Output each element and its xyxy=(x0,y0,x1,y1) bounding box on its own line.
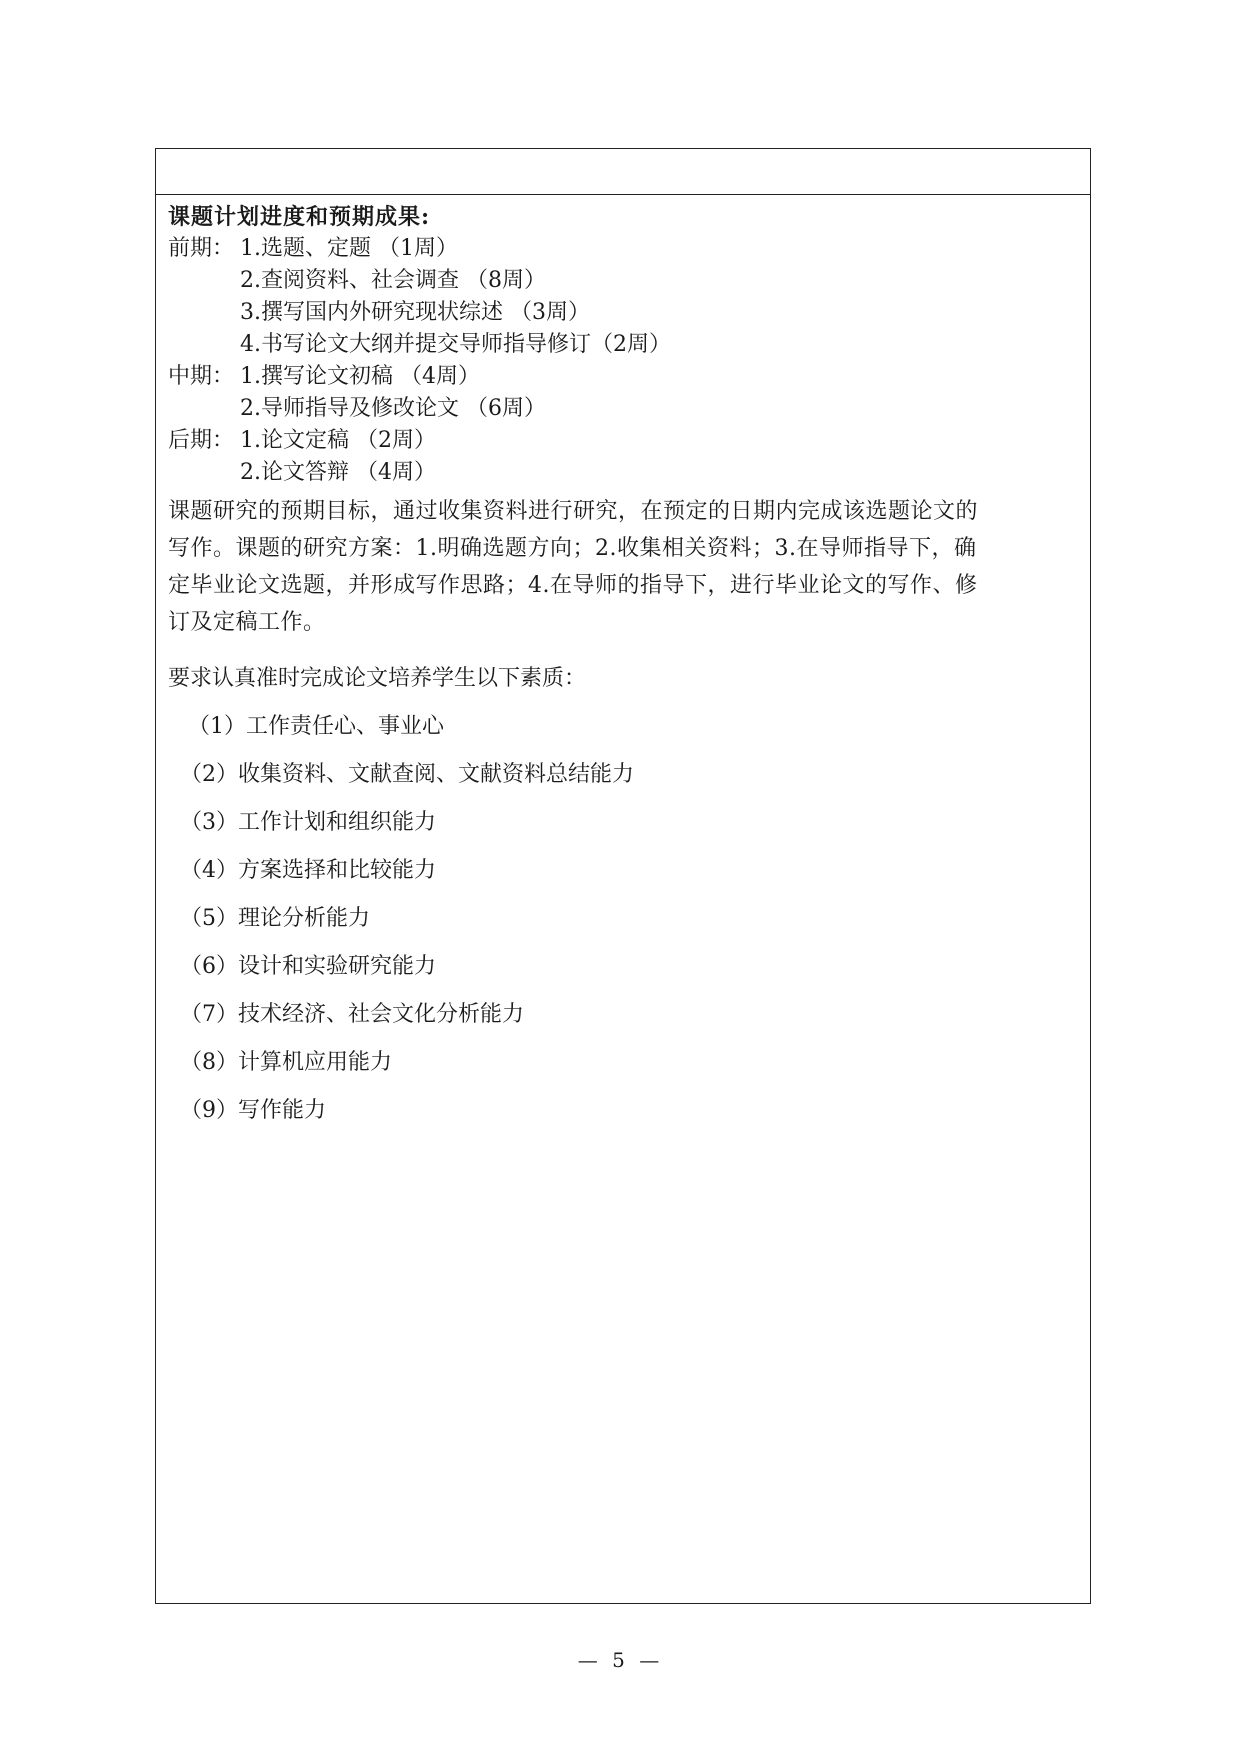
phase-label: 前期： xyxy=(168,236,235,261)
quality-list xyxy=(168,711,1078,1143)
list-item: （4）方案选择和比较能力 xyxy=(180,858,436,883)
form-table xyxy=(155,148,1091,1604)
schedule-item xyxy=(168,233,1078,265)
phase-label: 中期： xyxy=(168,364,235,389)
plan-content-cell xyxy=(168,201,1078,1143)
task-text: 2.论文答辩 （4周） xyxy=(240,460,436,485)
phase-label: 后期： xyxy=(168,428,235,453)
task-text: 1.选题、定题 （1周） xyxy=(240,236,458,261)
list-item: （7）技术经济、社会文化分析能力 xyxy=(180,1002,524,1027)
schedule-item xyxy=(168,297,1078,329)
paragraph-line: 课题研究的预期目标，通过收集资料进行研究，在预定的日期内完成该选题论文的 xyxy=(168,499,979,524)
schedule-item xyxy=(168,361,1078,393)
schedule-item xyxy=(168,393,1078,425)
schedule-item xyxy=(168,265,1078,297)
task-text: 2.查阅资料、社会调查 （8周） xyxy=(240,268,546,293)
task-text: 3.撰写国内外研究现状综述 （3周） xyxy=(240,300,590,325)
requirements-intro: 要求认真准时完成论文培养学生以下素质： xyxy=(168,666,587,691)
schedule-item xyxy=(168,329,1078,361)
task-text: 1.论文定稿 （2周） xyxy=(240,428,436,453)
schedule-item xyxy=(168,457,1078,489)
goal-paragraph xyxy=(168,493,1078,641)
list-item: （3）工作计划和组织能力 xyxy=(180,810,436,835)
task-text: 4.书写论文大纲并提交导师指导修订（2周） xyxy=(240,332,671,357)
task-text: 2.导师指导及修改论文 （6周） xyxy=(240,396,546,421)
list-item: （2）收集资料、文献查阅、文献资料总结能力 xyxy=(180,762,634,787)
section-title: 课题计划进度和预期成果: xyxy=(168,204,431,230)
list-item: （1）工作责任心、事业心 xyxy=(188,714,444,739)
empty-header-row xyxy=(156,149,1090,195)
list-item: （5）理论分析能力 xyxy=(180,906,370,931)
schedule-item xyxy=(168,425,1078,457)
paragraph-line: 定毕业论文选题，并形成写作思路；4.在导师的指导下，进行毕业论文的写作、修 xyxy=(168,573,978,598)
list-item: （6）设计和实验研究能力 xyxy=(180,954,436,979)
schedule-list xyxy=(168,233,1078,489)
paragraph-line: 写作。课题的研究方案：1.明确选题方向；2.收集相关资料；3.在导师指导下，确 xyxy=(168,536,977,561)
list-item: （9）写作能力 xyxy=(180,1098,326,1123)
task-text: 1.撰写论文初稿 （4周） xyxy=(240,364,480,389)
paragraph-line: 订及定稿工作。 xyxy=(168,610,326,635)
page-number: — 5 — xyxy=(577,1648,664,1672)
list-item: （8）计算机应用能力 xyxy=(180,1050,392,1075)
